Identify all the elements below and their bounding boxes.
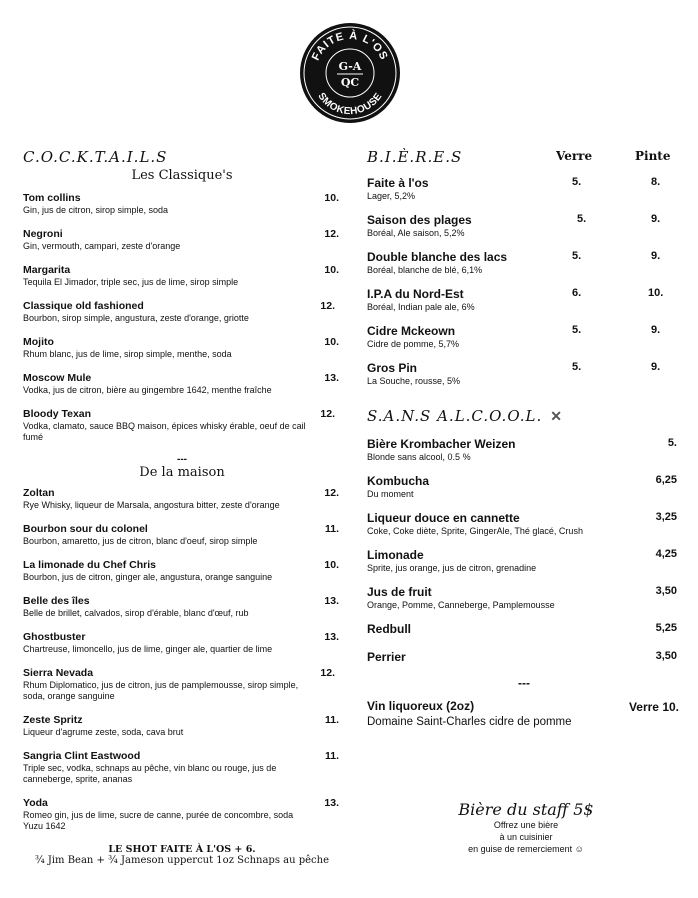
- beer-list: [367, 176, 681, 387]
- menu-item-price: 12.: [320, 667, 335, 679]
- beers-header: [367, 148, 681, 168]
- no-alcohol-item: [367, 548, 681, 574]
- no-alcohol-name: Liqueur douce en cannette: [367, 511, 520, 525]
- beer-pint-price: 9.: [651, 213, 661, 225]
- menu-item-name: Mojito: [23, 336, 54, 348]
- beer-glass-price: 5.: [572, 361, 582, 373]
- menu-item-price: 12.: [324, 487, 339, 499]
- no-alcohol-item: [367, 511, 681, 537]
- no-alcohol-item: [367, 437, 681, 463]
- menu-item-name: Ghostbuster: [23, 631, 86, 643]
- menu-item-price: 13.: [324, 372, 339, 384]
- menu-item-name: Zoltan: [23, 487, 55, 499]
- menu-item: [23, 336, 341, 360]
- no-alcohol-price: 6,25: [655, 474, 677, 486]
- beers-col-pint: Pinte: [635, 149, 671, 163]
- beer-name: Faite à l'os: [367, 176, 429, 190]
- menu-item-price: 12.: [320, 300, 335, 312]
- no-alcohol-separator: ---: [518, 676, 530, 690]
- menu-item-name: Moscow Mule: [23, 372, 92, 384]
- menu-item: [23, 631, 341, 655]
- menu-item: [23, 228, 341, 252]
- beer-item: [367, 287, 681, 313]
- menu-item-description: Rhum blanc, jus de lime, sirop simple, menthe, soda: [23, 349, 232, 359]
- logo-line2: QC: [340, 76, 360, 89]
- beer-description: Cidre de pomme, 5,7%: [367, 339, 460, 349]
- beer-item: [367, 213, 681, 239]
- no-alcohol-description: Orange, Pomme, Canneberge, Pamplemousse: [367, 600, 555, 610]
- menu-item-description: Tequila El Jimador, triple sec, jus de lime, sirop simple: [23, 277, 239, 287]
- menu-item: [23, 797, 341, 832]
- house-subheading: De la maison: [139, 465, 225, 480]
- menu-item-name: Yoda: [23, 797, 48, 809]
- no-alcohol-name: Perrier: [367, 650, 406, 664]
- menu-item-description: Belle de brillet, calvados, sirop d'érable, blanc d'œuf, rub: [23, 608, 249, 618]
- no-alcohol-name: Kombucha: [367, 474, 430, 488]
- no-alcohol-description: Blonde sans alcool, 0.5 %: [367, 452, 471, 462]
- menu-item-description: Gin, jus de citron, sirop simple, soda: [23, 205, 169, 215]
- classics-subheading: Les Classique's: [131, 168, 233, 183]
- menu-item-price: 10.: [324, 559, 339, 571]
- menu-item-description: Romeo gin, jus de lime, sucre de canne, purée de concombre, soda Yuzu 1642: [23, 810, 294, 831]
- shot-description: ¾ Jim Bean + ¾ Jameson uppercut 1oz Schnaps au pêche: [34, 855, 330, 866]
- classics-list: [23, 192, 341, 443]
- menu-item-name: Belle des îles: [23, 595, 90, 607]
- no-alcohol-description: Sprite, jus orange, jus de citron, grenadine: [367, 563, 537, 573]
- beer-glass-price: 5.: [572, 250, 582, 262]
- beers-heading: B.I.È.R.E.S: [367, 148, 463, 166]
- menu-item-description: Gin, vermouth, campari, zeste d'orange: [23, 241, 181, 251]
- menu-item-price: 10.: [324, 336, 339, 348]
- no-alcohol-price: 3,50: [655, 585, 677, 597]
- staff-beer-block: [440, 800, 612, 855]
- shot-block: [23, 844, 341, 866]
- logo-top-text: FAITE À L'OS: [309, 29, 391, 63]
- beer-item: [367, 176, 681, 202]
- no-alcohol-name: Jus de fruit: [367, 585, 432, 599]
- cocktails-section: [23, 148, 341, 866]
- menu-item: [23, 714, 341, 738]
- menu-item: [23, 300, 341, 324]
- beer-glass-price: 5.: [572, 324, 582, 336]
- menu-item-name: Bloody Texan: [23, 408, 92, 420]
- menu-item-price: 10.: [324, 264, 339, 276]
- menu-item: [23, 559, 341, 583]
- menu-item-name: Zeste Spritz: [23, 714, 83, 726]
- menu-item-name: Margarita: [23, 264, 71, 276]
- menu-item-description: Bourbon, amaretto, jus de citron, blanc d'oeuf, sirop simple: [23, 536, 258, 546]
- cocktails-heading: C.O.C.K.T.A.I.L.S: [23, 148, 168, 166]
- menu-item-description: Rhum Diplomatico, jus de citron, jus de pamplemousse, sirop simple, soda, orange sanguine: [23, 680, 299, 701]
- menu-item-price: 12.: [320, 408, 335, 420]
- menu-item-price: 11.: [324, 523, 339, 535]
- no-alcohol-item: [367, 622, 681, 637]
- menu-item-description: Bourbon, sirop simple, angustura, zeste d'orange, griotte: [23, 313, 249, 323]
- menu-item: [23, 487, 341, 511]
- menu-item-name: La limonade du Chef Chris: [23, 559, 157, 571]
- menu-item-name: Classique old fashioned: [23, 300, 144, 312]
- beer-description: La Souche, rousse, 5%: [367, 376, 461, 386]
- no-alcohol-header: [367, 407, 681, 425]
- x-icon: ✕: [550, 407, 562, 424]
- wine-price: Verre 10.: [628, 700, 679, 714]
- menu-item: [23, 750, 341, 785]
- menu-item-description: Triple sec, vodka, schnaps au pêche, vin blanc ou rouge, jus de canneberge, sprite, ananas: [23, 763, 277, 784]
- beer-glass-price: 6.: [572, 287, 582, 299]
- menu-item-description: Rye Whisky, liqueur de Marsala, angostura bitter, zeste d'orange: [23, 500, 280, 510]
- beer-pint-price: 8.: [651, 176, 661, 188]
- menu-item-description: Vodka, clamato, sauce BBQ maison, épices whisky érable, oeuf de cail fumé: [23, 421, 306, 442]
- menu-item-price: 13.: [324, 631, 339, 643]
- beer-description: Boréal, Indian pale ale, 6%: [367, 302, 475, 312]
- no-alcohol-heading: S.A.N.S A.L.C.O.O.L.: [367, 407, 543, 425]
- menu-item: [23, 523, 341, 547]
- menu-item-price: 13.: [324, 595, 339, 607]
- no-alcohol-price: 4,25: [655, 548, 677, 560]
- beer-glass-price: 5.: [572, 176, 582, 188]
- no-alcohol-item: [367, 474, 681, 500]
- beer-name: Gros Pin: [367, 361, 418, 375]
- no-alcohol-name: Bière Krombacher Weizen: [367, 437, 516, 451]
- no-alcohol-item: [367, 650, 681, 665]
- menu-item: [23, 667, 341, 702]
- house-list: [23, 487, 341, 832]
- no-alcohol-name: Redbull: [367, 622, 411, 636]
- no-alcohol-description: Du moment: [367, 489, 414, 499]
- menu-item-name: Sierra Nevada: [23, 667, 94, 679]
- beer-description: Boréal, blanche de blé, 6,1%: [367, 265, 483, 275]
- beer-item: [367, 324, 681, 350]
- no-alcohol-price: 3,50: [655, 650, 677, 662]
- beer-name: Cidre Mckeown: [367, 324, 456, 338]
- no-alcohol-price: 5.: [667, 437, 677, 449]
- menu-item: [23, 408, 341, 443]
- beers-col-glass: Verre: [556, 149, 593, 163]
- no-alcohol-item: [367, 585, 681, 611]
- beer-description: Boréal, Ale saison, 5,2%: [367, 228, 465, 238]
- staff-beer-line: Offrez une bière: [493, 820, 559, 830]
- wine-item: [367, 700, 681, 728]
- beer-pint-price: 9.: [651, 324, 661, 336]
- menu-item-price: 12.: [324, 228, 339, 240]
- menu-item-description: Chartreuse, limoncello, jus de lime, ginger ale, quartier de lime: [23, 644, 273, 654]
- beer-name: Double blanche des lacs: [367, 250, 508, 264]
- beer-pint-price: 9.: [651, 250, 661, 262]
- beer-pint-price: 10.: [648, 287, 664, 299]
- menu-item: [23, 372, 341, 396]
- smokehouse-logo: [299, 22, 401, 124]
- no-alcohol-description: Coke, Coke diète, Sprite, GingerAle, Thé glacé, Crush: [367, 526, 583, 536]
- menu-item-name: Tom collins: [23, 192, 81, 204]
- no-alcohol-price: 5,25: [655, 622, 677, 634]
- menu-item-name: Sangria Clint Eastwood: [23, 750, 141, 762]
- menu-item-name: Bourbon sour du colonel: [23, 523, 148, 535]
- beer-pint-price: 9.: [651, 361, 661, 373]
- menu-item: [23, 192, 341, 216]
- menu-item: [23, 264, 341, 288]
- no-alcohol-price: 3,25: [655, 511, 677, 523]
- menu-item-description: Liqueur d'agrume zeste, soda, cava brut: [23, 727, 184, 737]
- wine-name: Vin liquoreux (2oz): [367, 699, 475, 713]
- logo-bottom-text: SMOKEHOUSE: [315, 90, 385, 118]
- shot-title: LE SHOT FAITE À L'OS + 6.: [108, 844, 256, 855]
- menu-item-description: Bourbon, jus de citron, ginger ale, angustura, orange sanguine: [23, 572, 273, 582]
- beer-description: Lager, 5,2%: [367, 191, 416, 201]
- staff-beer-title: Bière du staff 5$: [458, 800, 594, 819]
- staff-beer-line: à un cuisinier: [499, 832, 553, 842]
- staff-beer-line: en guise de remerciement ☺: [468, 844, 584, 854]
- cocktails-separator: ---: [177, 454, 187, 465]
- beer-item: [367, 250, 681, 276]
- drinks-section: [367, 148, 681, 728]
- logo-line1: G-A: [338, 60, 362, 73]
- beer-glass-price: 5.: [577, 213, 587, 225]
- no-alcohol-list: [367, 437, 681, 665]
- menu-item-name: Negroni: [23, 228, 63, 240]
- beer-name: Saison des plages: [367, 213, 472, 227]
- menu-item: [23, 595, 341, 619]
- menu-item-price: 13.: [324, 797, 339, 809]
- no-alcohol-name: Limonade: [367, 548, 424, 562]
- menu-item-price: 10.: [324, 192, 339, 204]
- beer-name: I.P.A du Nord-Est: [367, 287, 464, 301]
- menu-item-price: 11.: [324, 714, 339, 726]
- wine-description: Domaine Saint-Charles cidre de pomme: [367, 716, 572, 728]
- menu-item-description: Vodka, jus de citron, bière au gingembre 1642, menthe fraîche: [23, 385, 272, 395]
- menu-item-price: 11.: [324, 750, 339, 762]
- beer-item: [367, 361, 681, 387]
